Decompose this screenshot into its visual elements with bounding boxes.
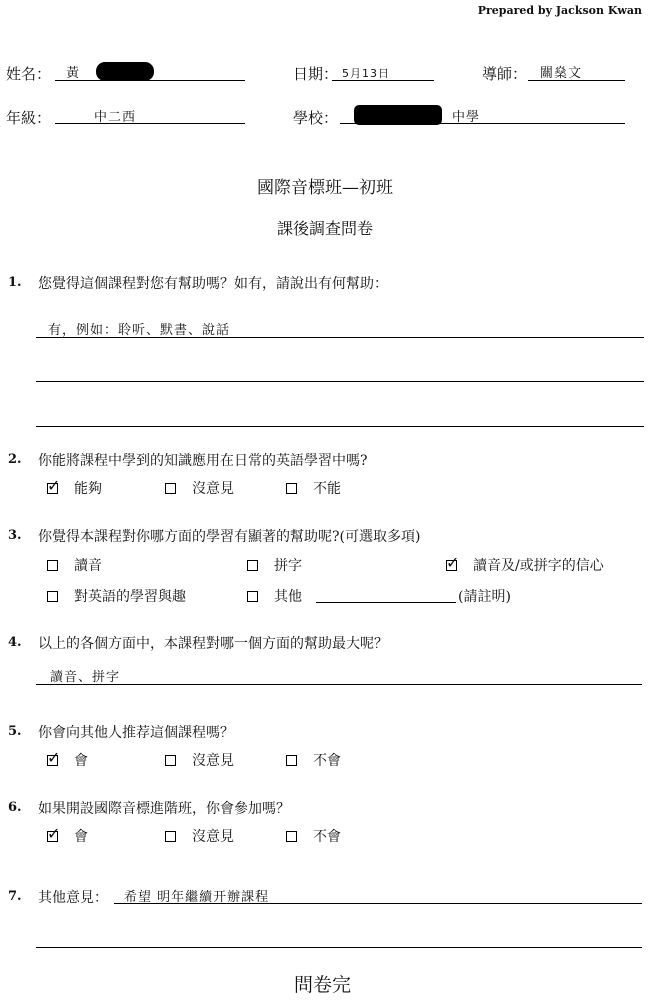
tutor-label: 導師： xyxy=(482,65,528,83)
q7-text: 其他意見： xyxy=(38,890,108,906)
q2-option-3[interactable] xyxy=(286,478,341,498)
checkbox-icon[interactable] xyxy=(165,483,176,494)
checkbox-icon[interactable] xyxy=(165,755,176,766)
end-of-questionnaire: 問卷完 xyxy=(294,974,352,996)
q1-answer: 有，例如：聆听、默書、說話 xyxy=(48,323,231,338)
q7-line-1 xyxy=(114,903,642,904)
checkbox-icon[interactable] xyxy=(47,831,58,842)
q1-line-3 xyxy=(36,426,644,427)
q7-line-2 xyxy=(36,947,642,948)
date-label: 日期： xyxy=(293,65,339,83)
q5-option-1[interactable] xyxy=(47,750,88,770)
checkbox-icon[interactable] xyxy=(286,755,297,766)
q4-number: 4. xyxy=(8,635,22,650)
q6-option-1-label: 會 xyxy=(74,829,88,845)
q1-number: 1. xyxy=(8,275,22,290)
checkbox-icon[interactable] xyxy=(47,483,58,494)
tutor-value: 關燊文 xyxy=(540,66,583,81)
q5-text: 你會向其他人推荐這個課程嗎？ xyxy=(38,725,234,741)
q6-number: 6. xyxy=(8,800,22,815)
page-title: 國際音標班—初班 xyxy=(257,178,393,198)
tutor-line xyxy=(528,80,625,81)
q3-option-3[interactable] xyxy=(446,555,604,575)
q6-option-3[interactable] xyxy=(286,826,341,846)
q1-text: 您覺得這個課程對您有幫助嗎？如有，請說出有何幫助： xyxy=(38,276,388,292)
q5-option-3-label: 不會 xyxy=(313,753,341,769)
q5-number: 5. xyxy=(8,724,22,739)
grade-line xyxy=(55,123,245,124)
q2-option-2-label: 沒意見 xyxy=(192,481,234,497)
school-value: 中學 xyxy=(452,110,481,125)
q2-option-1-label: 能夠 xyxy=(74,481,102,497)
name-label: 姓名： xyxy=(6,65,52,83)
q5-option-2[interactable] xyxy=(165,750,234,770)
q3-other-line xyxy=(316,602,456,603)
q3-option-4-label: 對英語的學習與趣 xyxy=(74,589,186,605)
q4-text: 以上的各個方面中，本課程對哪一個方面的幫助最大呢？ xyxy=(38,636,388,652)
q4-answer: 讀音、拼字 xyxy=(50,670,121,685)
date-value: 5月13日 xyxy=(342,67,390,80)
q2-option-1[interactable] xyxy=(47,478,102,498)
q3-number: 3. xyxy=(8,528,22,543)
q3-option-5[interactable] xyxy=(247,586,302,606)
q1-line-2 xyxy=(36,381,644,382)
name-line xyxy=(55,80,245,81)
q1-line-1 xyxy=(36,337,644,338)
checkbox-icon[interactable] xyxy=(286,831,297,842)
q6-text: 如果開設國際音標進階班，你會參加嗎？ xyxy=(38,801,290,817)
checkbox-icon[interactable] xyxy=(286,483,297,494)
q2-option-2[interactable] xyxy=(165,478,234,498)
q7-answer: 希望 明年繼續开辦課程 xyxy=(124,890,270,905)
q3-option-1-label: 讀音 xyxy=(74,558,102,574)
date-line xyxy=(332,80,434,81)
checkbox-icon[interactable] xyxy=(165,831,176,842)
name-redaction xyxy=(96,62,154,81)
page-subtitle: 課後調查問卷 xyxy=(276,219,373,238)
school-redaction xyxy=(354,105,442,125)
school-label: 學校： xyxy=(293,109,339,127)
prepared-by: Prepared by Jackson Kwan xyxy=(477,4,642,17)
name-value: 黃 xyxy=(66,66,81,81)
q5-option-2-label: 沒意見 xyxy=(192,753,234,769)
school-line xyxy=(340,123,625,124)
q4-line xyxy=(36,684,642,685)
q3-option-1[interactable] xyxy=(47,555,102,575)
q2-option-3-label: 不能 xyxy=(313,481,341,497)
checkbox-icon[interactable] xyxy=(47,755,58,766)
q5-option-3[interactable] xyxy=(286,750,341,770)
q6-option-1[interactable] xyxy=(47,826,88,846)
q2-number: 2. xyxy=(8,452,22,467)
checkbox-icon[interactable] xyxy=(446,560,457,571)
q6-option-3-label: 不會 xyxy=(313,829,341,845)
q5-option-1-label: 會 xyxy=(74,753,88,769)
q3-option-4[interactable] xyxy=(47,586,186,606)
q3-text: 你覺得本課程對你哪方面的學習有顯著的幫助呢?(可選取多項) xyxy=(38,529,421,545)
q3-option-2[interactable] xyxy=(247,555,302,575)
q3-option-2-label: 拼字 xyxy=(274,558,302,574)
checkbox-icon[interactable] xyxy=(247,591,258,602)
q3-other-note: (請註明) xyxy=(458,589,511,605)
q3-option-5-label: 其他 xyxy=(274,589,302,605)
q6-option-2[interactable] xyxy=(165,826,234,846)
grade-value: 中二西 xyxy=(94,110,137,125)
q6-option-2-label: 沒意見 xyxy=(192,829,234,845)
checkbox-icon[interactable] xyxy=(47,591,58,602)
checkbox-icon[interactable] xyxy=(47,560,58,571)
checkbox-icon[interactable] xyxy=(247,560,258,571)
q7-number: 7. xyxy=(8,889,22,904)
q2-text: 你能將課程中學到的知識應用在日常的英語學習中嗎? xyxy=(38,453,368,469)
q3-option-3-label: 讀音及/或拼字的信心 xyxy=(473,558,604,574)
grade-label: 年級： xyxy=(6,109,52,127)
